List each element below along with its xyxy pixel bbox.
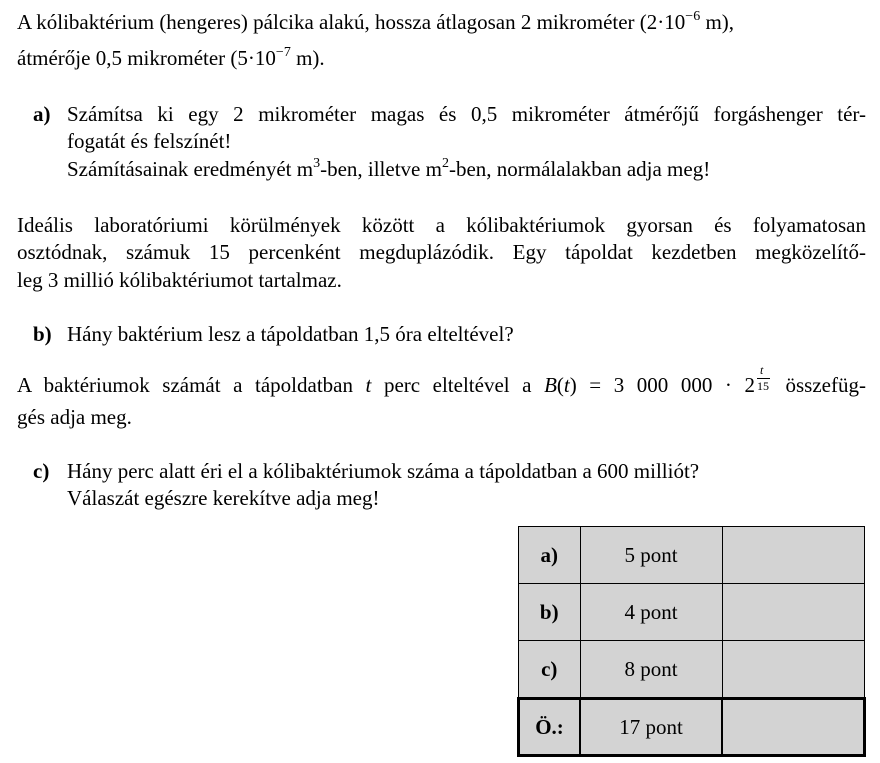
- intro-line-2: átmérője 0,5 mikrométer ($5\cdot 10^{-7}$ m).: [17, 45, 325, 70]
- score-row-score-cell: [722, 641, 865, 699]
- part-a-label: a): [33, 102, 51, 126]
- score-table: [517, 526, 866, 757]
- formula-line-1: A baktériumok számát a tápoldatban t perc elteltével a B(t) = 3 000 000 · 2 $\frac{t}{15}$ összefüg-: [17, 363, 866, 397]
- score-row-label: a): [519, 527, 581, 584]
- score-row: [519, 584, 865, 641]
- score-row-points: 4 pont: [580, 584, 722, 641]
- formula-line-2: gés adja meg.: [17, 405, 132, 429]
- score-row-label: b): [519, 584, 581, 641]
- intro-line-1: A kólibaktérium (hengeres) pálcika alakú, hossza átlagosan 2 mikrométer ($2\cdot 10^{-6}$ m),: [17, 9, 735, 34]
- score-total-points: 17 pont: [580, 699, 722, 756]
- part-a-line-3: Számításainak eredményét $m^3$-ben, illetve $m^2$-ben, normálalakban adja meg!: [67, 156, 711, 181]
- para2-line-1: Ideális laboratóriumi körülmények között a kólibaktériumok gyorsan és folyamatosan: [17, 213, 866, 237]
- score-row-score-cell: [722, 527, 865, 584]
- para2-line-2: osztódnak, számuk 15 percenként megduplázódik. Egy tápoldat kezdetben megközelítő-: [17, 240, 866, 264]
- score-row-score-cell: [722, 584, 865, 641]
- score-row-points: 8 pont: [580, 641, 722, 699]
- score-row-label: c): [519, 641, 581, 699]
- score-row-points: 5 pont: [580, 527, 722, 584]
- score-row: [519, 527, 865, 584]
- part-c-line-2: Válaszát egészre kerekítve adja meg!: [67, 486, 380, 510]
- score-total-row: [519, 699, 865, 756]
- part-c-label: c): [33, 459, 50, 483]
- part-a-line-1: Számítsa ki egy 2 mikrométer magas és 0,5 mikrométer átmérőjű forgáshenger tér-: [67, 102, 866, 126]
- score-total-label: Ö.:: [519, 699, 581, 756]
- formula-exponent: $\frac{t}{15}$: [756, 363, 769, 393]
- score-total-score-cell: [722, 699, 865, 756]
- part-c-line-1: Hány perc alatt éri el a kólibaktériumok száma a tápoldatban a 600 milliót?: [67, 459, 700, 483]
- score-row: [519, 641, 865, 699]
- part-b-label: b): [33, 322, 52, 346]
- part-b-text: Hány baktérium lesz a tápoldatban 1,5 óra elteltével?: [67, 322, 514, 346]
- part-a-line-2: fogatát és felszínét!: [67, 129, 232, 153]
- para2-line-3: leg 3 millió kólibaktériumot tartalmaz.: [17, 268, 342, 292]
